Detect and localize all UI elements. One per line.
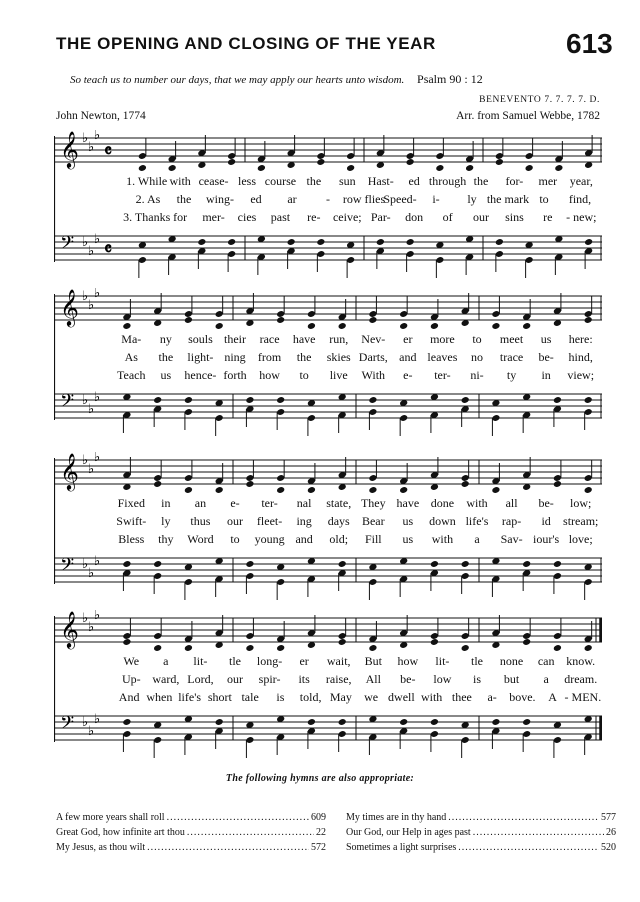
music-system bbox=[54, 610, 602, 760]
lyric-syllable: We bbox=[123, 654, 140, 668]
lyric-syllable: iour's bbox=[533, 532, 560, 546]
lyric-syllable: course bbox=[264, 174, 297, 188]
lyric-syllable: told, bbox=[299, 690, 322, 704]
lyric-syllable: With bbox=[361, 368, 386, 382]
flat-icon: ♭ bbox=[82, 715, 89, 730]
lyric-syllable: is bbox=[276, 690, 285, 704]
lyric-syllable: souls bbox=[188, 332, 213, 346]
bass-clef-icon: 𝄢 bbox=[60, 555, 75, 580]
flat-icon: ♭ bbox=[82, 611, 89, 626]
lyric-syllable: through bbox=[428, 174, 467, 188]
lyric-syllable: May bbox=[329, 690, 352, 704]
lyric-syllable: and bbox=[295, 532, 313, 546]
lyric-syllable: skies bbox=[326, 350, 351, 364]
lyric-syllable: Par- bbox=[370, 210, 391, 224]
tune-name: BENEVENTO 7. 7. 7. 7. D. bbox=[479, 95, 600, 105]
lyric-syllable: don bbox=[405, 210, 424, 224]
lyric-syllable: with bbox=[466, 496, 488, 510]
lyric-syllable: ed bbox=[250, 192, 262, 206]
lyric-syllable: here: bbox=[568, 332, 593, 346]
lyric-syllable: - MEN. bbox=[564, 690, 602, 704]
lyric-syllable: ly bbox=[161, 514, 171, 528]
arranger-credit: Arr. from Samuel Webbe, 1782 bbox=[456, 110, 600, 122]
lyric-syllable: rap- bbox=[501, 514, 522, 528]
lyric-syllable: can bbox=[537, 654, 555, 668]
lyric-syllable: no bbox=[471, 350, 483, 364]
lyric-syllable: our bbox=[227, 514, 243, 528]
related-hymn-title: Great God, how infinite art thou bbox=[56, 827, 185, 838]
lyric-syllable: to bbox=[472, 332, 482, 346]
leader-dots bbox=[473, 825, 604, 840]
lyric-syllable: a bbox=[474, 532, 480, 546]
lyric-syllable: id bbox=[541, 514, 551, 528]
lyric-syllable: tle bbox=[471, 654, 483, 668]
lyric-syllable: with bbox=[420, 690, 443, 704]
related-hymn-title: Sometimes a light surprises bbox=[346, 842, 457, 853]
lyric-syllable: raise, bbox=[325, 672, 352, 686]
leader-dots bbox=[458, 840, 599, 855]
lyric-syllable: cease- bbox=[198, 174, 229, 188]
related-hymn-title: Our God, our Help in ages past bbox=[346, 827, 471, 838]
flat-icon: ♭ bbox=[94, 232, 101, 247]
flat-icon: ♭ bbox=[88, 566, 95, 581]
hymn-number: 613 bbox=[566, 28, 613, 59]
lyric-syllable: mer bbox=[538, 174, 558, 188]
lyric-syllable: e- bbox=[403, 368, 413, 382]
related-hymn-number: 609 bbox=[311, 812, 326, 823]
lyric-syllable: year, bbox=[569, 174, 593, 188]
lyric-syllable: tle bbox=[229, 654, 241, 668]
lyric-syllable: nal bbox=[296, 496, 312, 510]
lyric-syllable: ning bbox=[224, 350, 246, 364]
lyric-syllable: our bbox=[227, 672, 243, 686]
lyric-syllable: ed bbox=[408, 174, 420, 188]
lyric-syllable: how bbox=[397, 654, 419, 668]
related-hymns-left bbox=[56, 810, 326, 855]
lyric-syllable: mer- bbox=[202, 210, 225, 224]
lyric-syllable: life's bbox=[465, 514, 489, 528]
lyric-syllable: the bbox=[296, 350, 312, 364]
bass-clef-icon: 𝄢 bbox=[60, 233, 75, 258]
lyric-syllable: its bbox=[298, 672, 310, 686]
lyric-syllable: with bbox=[169, 174, 191, 188]
lyric-syllable: when bbox=[146, 690, 173, 704]
lyric-syllable: our bbox=[473, 210, 489, 224]
lyric-syllable: the bbox=[158, 350, 174, 364]
lyric-syllable: All bbox=[365, 672, 381, 686]
lyric-syllable: young bbox=[254, 532, 285, 546]
lyric-syllable: have bbox=[396, 496, 420, 510]
lyric-syllable: be- bbox=[400, 672, 416, 686]
related-hymn-title: My times are in thy hand bbox=[346, 812, 447, 823]
lyric-syllable: and bbox=[399, 350, 417, 364]
lyric-syllable: thee bbox=[451, 690, 472, 704]
lyric-syllable: i- bbox=[432, 192, 440, 206]
related-hymn-number: 572 bbox=[311, 842, 326, 853]
lyric-syllable: thus bbox=[190, 514, 211, 528]
related-hymn-entry bbox=[346, 810, 616, 825]
bass-clef-icon: 𝄢 bbox=[60, 713, 75, 738]
flat-icon: ♭ bbox=[88, 244, 95, 259]
lyric-syllable: ceive; bbox=[332, 210, 362, 224]
lyric-syllable: a- bbox=[487, 690, 497, 704]
flat-icon: ♭ bbox=[82, 235, 89, 250]
lyric-line-verse-2 bbox=[54, 350, 602, 367]
lyric-syllable: 2. As bbox=[135, 192, 161, 206]
lyric-syllable: an bbox=[194, 496, 207, 510]
epigraph-text: So teach us to number our days, that we may apply our hearts unto wisdom. bbox=[70, 74, 405, 86]
lyric-syllable: Darts, bbox=[358, 350, 388, 364]
lyric-syllable: Nev- bbox=[361, 332, 386, 346]
flat-icon: ♭ bbox=[94, 288, 101, 301]
lyric-syllable: a bbox=[163, 654, 169, 668]
lyric-syllable: ward, bbox=[152, 672, 180, 686]
lyric-syllable: Fill bbox=[364, 532, 382, 546]
lyric-syllable: a bbox=[543, 672, 549, 686]
flat-icon: ♭ bbox=[82, 131, 89, 146]
lyric-syllable: us bbox=[402, 532, 414, 546]
lyric-syllable: forth bbox=[223, 368, 247, 382]
related-hymn-entry bbox=[56, 810, 326, 825]
epigraph-reference: Psalm 90 : 12 bbox=[417, 72, 483, 86]
lyric-syllable: wait, bbox=[326, 654, 351, 668]
lyric-syllable: short bbox=[207, 690, 232, 704]
lyric-syllable: none bbox=[499, 654, 524, 668]
lyric-syllable: run, bbox=[329, 332, 349, 346]
lyric-syllable: view; bbox=[567, 368, 595, 382]
lyric-syllable: But bbox=[364, 654, 382, 668]
lyric-syllable: ni- bbox=[470, 368, 484, 382]
lyric-syllable: re- bbox=[307, 210, 321, 224]
lyric-syllable: Sav- bbox=[500, 532, 523, 546]
lyric-syllable: old; bbox=[329, 532, 349, 546]
related-hymn-entry bbox=[346, 840, 616, 855]
lyric-syllable: Bear bbox=[361, 514, 385, 528]
lyric-syllable: thy bbox=[158, 532, 174, 546]
lyric-syllable: spir- bbox=[258, 672, 281, 686]
music-system bbox=[54, 288, 602, 438]
lyric-syllable: in bbox=[541, 368, 551, 382]
flat-icon: ♭ bbox=[88, 620, 95, 635]
lyric-syllable: be- bbox=[538, 496, 554, 510]
lyric-syllable: low bbox=[433, 672, 452, 686]
lyric-syllable: trace bbox=[499, 350, 524, 364]
lyric-syllable: Lord, bbox=[187, 672, 214, 686]
lyric-syllable: And bbox=[118, 690, 140, 704]
lyric-syllable: down bbox=[429, 514, 456, 528]
leader-dots bbox=[448, 810, 599, 825]
lyric-line-verse-2 bbox=[54, 672, 602, 689]
lyric-syllable: - new; bbox=[566, 210, 597, 224]
lyric-line-verse-3 bbox=[54, 210, 602, 227]
lyric-line-verse-2 bbox=[54, 514, 602, 531]
lyric-syllable: row flies bbox=[342, 192, 386, 206]
author-credit: John Newton, 1774 bbox=[56, 110, 146, 122]
flat-icon: ♭ bbox=[94, 452, 101, 465]
lyric-line-verse-3 bbox=[54, 368, 602, 385]
lyric-syllable: lit- bbox=[435, 654, 450, 668]
treble-clef-icon: 𝄞 bbox=[60, 610, 79, 648]
flat-icon: ♭ bbox=[94, 390, 101, 405]
lyric-syllable: state, bbox=[326, 496, 352, 510]
lyric-syllable: - bbox=[326, 192, 330, 206]
common-time-icon: 𝄴 bbox=[104, 141, 113, 162]
lyric-syllable: Bless bbox=[118, 532, 145, 546]
lyric-syllable: meet bbox=[499, 332, 524, 346]
flat-icon: ♭ bbox=[94, 554, 101, 569]
lyric-syllable: er bbox=[403, 332, 413, 346]
lyric-syllable: Speed- bbox=[383, 192, 417, 206]
lyric-syllable: ar bbox=[287, 192, 297, 206]
leader-dots bbox=[167, 810, 309, 825]
related-hymn-entry bbox=[56, 840, 326, 855]
lyric-syllable: the bbox=[306, 174, 322, 188]
lyric-syllable: the bbox=[176, 192, 192, 206]
flat-icon: ♭ bbox=[88, 140, 95, 155]
lyric-syllable: hind, bbox=[568, 350, 593, 364]
lyric-syllable: for- bbox=[505, 174, 524, 188]
music-system bbox=[54, 130, 602, 280]
lyric-syllable: ty bbox=[506, 368, 517, 382]
lyric-syllable: tale bbox=[241, 690, 259, 704]
lyric-syllable: with bbox=[431, 532, 454, 546]
lyric-syllable: know. bbox=[566, 654, 596, 668]
lyric-syllable: their bbox=[224, 332, 246, 346]
lyric-syllable: 1. While bbox=[126, 174, 168, 188]
lyric-syllable: is bbox=[472, 672, 482, 686]
flat-icon: ♭ bbox=[82, 453, 89, 468]
hymn-title: THE OPENING AND CLOSING OF THE YEAR bbox=[56, 34, 436, 53]
treble-clef-icon: 𝄞 bbox=[60, 130, 79, 168]
lyric-syllable: to bbox=[299, 368, 309, 382]
related-hymn-number: 26 bbox=[606, 827, 616, 838]
lyric-syllable: bove. bbox=[509, 690, 536, 704]
flat-icon: ♭ bbox=[88, 462, 95, 477]
lyric-syllable: low; bbox=[570, 496, 592, 510]
lyric-syllable: of bbox=[442, 210, 453, 224]
lyric-syllable: less bbox=[238, 174, 256, 188]
lyric-syllable: re bbox=[543, 210, 553, 224]
flat-icon: ♭ bbox=[94, 610, 101, 623]
lyric-line-verse-2 bbox=[54, 192, 602, 209]
lyric-syllable: leaves bbox=[427, 350, 458, 364]
flat-icon: ♭ bbox=[82, 557, 89, 572]
flat-icon: ♭ bbox=[82, 393, 89, 408]
lyric-syllable: but bbox=[503, 672, 520, 686]
lyric-syllable: long- bbox=[256, 654, 283, 668]
related-hymn-title: A few more years shall roll bbox=[56, 812, 165, 823]
bass-clef-icon: 𝄢 bbox=[60, 391, 75, 416]
lyric-syllable: ter- bbox=[261, 496, 278, 510]
lyric-syllable: Up- bbox=[121, 672, 141, 686]
lyric-syllable: the bbox=[473, 174, 489, 188]
lyric-syllable: 3. Thanks bbox=[123, 210, 171, 224]
lyric-syllable: done bbox=[430, 496, 455, 510]
flat-icon: ♭ bbox=[94, 712, 101, 727]
lyric-syllable: Teach bbox=[117, 368, 146, 382]
lyric-syllable: fleet- bbox=[256, 514, 283, 528]
lyric-syllable: They bbox=[360, 496, 386, 510]
lyric-syllable: A bbox=[548, 690, 557, 704]
lyric-syllable: light- bbox=[187, 350, 214, 364]
lyric-syllable: how bbox=[259, 368, 280, 382]
lyric-line-verse-3 bbox=[54, 690, 602, 707]
lyric-syllable: er bbox=[299, 654, 309, 668]
flat-icon: ♭ bbox=[82, 289, 89, 304]
lyric-line-verse-1 bbox=[54, 332, 602, 349]
lyric-syllable: for bbox=[173, 210, 188, 224]
lyric-syllable: stream; bbox=[563, 514, 599, 528]
lyric-syllable: Swift- bbox=[116, 514, 147, 528]
lyric-line-verse-1 bbox=[54, 496, 602, 513]
related-hymn-number: 22 bbox=[316, 827, 326, 838]
lyric-syllable: us bbox=[540, 332, 552, 346]
lyric-line-verse-1 bbox=[54, 174, 602, 191]
lyric-syllable: have bbox=[292, 332, 316, 346]
flat-icon: ♭ bbox=[88, 724, 95, 739]
lyric-syllable: past bbox=[270, 210, 291, 224]
lyric-syllable: we bbox=[364, 690, 379, 704]
related-hymn-title: My Jesus, as thou wilt bbox=[56, 842, 146, 853]
lyric-syllable: to bbox=[230, 532, 240, 546]
lyric-syllable: Fixed bbox=[117, 496, 145, 510]
lyric-syllable: dwell bbox=[388, 690, 415, 704]
lyric-syllable: race bbox=[259, 332, 280, 346]
lyric-line-verse-1 bbox=[54, 654, 602, 671]
lyric-syllable: days bbox=[327, 514, 350, 528]
related-hymn-number: 520 bbox=[601, 842, 616, 853]
lyric-syllable: dream. bbox=[564, 672, 598, 686]
flat-icon: ♭ bbox=[88, 298, 95, 313]
lyric-syllable: ly bbox=[467, 192, 477, 206]
lyric-syllable: sins bbox=[505, 210, 524, 224]
related-hymn-entry bbox=[56, 825, 326, 840]
related-hymn-number: 577 bbox=[601, 812, 616, 823]
lyric-syllable: us bbox=[402, 514, 414, 528]
lyric-syllable: ing bbox=[296, 514, 312, 528]
music-system bbox=[54, 452, 602, 602]
treble-clef-icon: 𝄞 bbox=[60, 288, 79, 326]
leader-dots bbox=[147, 840, 309, 855]
lyric-syllable: from bbox=[257, 350, 282, 364]
leader-dots bbox=[187, 825, 314, 840]
lyric-syllable: find, bbox=[568, 192, 592, 206]
lyric-syllable: us bbox=[160, 368, 172, 382]
lyric-syllable: ny bbox=[159, 332, 172, 346]
related-hymns-right bbox=[346, 810, 616, 855]
lyric-syllable: cies bbox=[237, 210, 257, 224]
lyric-syllable: the mark bbox=[486, 192, 530, 206]
lyric-syllable: sun bbox=[338, 174, 356, 188]
epigraph bbox=[70, 72, 590, 87]
lyric-syllable: to bbox=[539, 192, 549, 206]
lyric-syllable: hence- bbox=[184, 368, 217, 382]
common-time-icon: 𝄴 bbox=[104, 239, 113, 260]
lyric-syllable: in bbox=[161, 496, 171, 510]
lyric-syllable: life's bbox=[178, 690, 202, 704]
treble-clef-icon: 𝄞 bbox=[60, 452, 79, 490]
lyric-syllable: Hast- bbox=[367, 174, 394, 188]
lyric-syllable: lit- bbox=[193, 654, 208, 668]
lyric-syllable: Ma- bbox=[121, 332, 142, 346]
lyric-syllable: Word bbox=[187, 532, 214, 546]
lyric-syllable: e- bbox=[230, 496, 240, 510]
related-hymn-entry bbox=[346, 825, 616, 840]
lyric-syllable: be- bbox=[538, 350, 554, 364]
lyric-syllable: love; bbox=[568, 532, 593, 546]
lyric-syllable: As bbox=[124, 350, 138, 364]
lyric-syllable: wing- bbox=[206, 192, 234, 206]
flat-icon: ♭ bbox=[94, 130, 101, 143]
lyric-syllable: more bbox=[430, 332, 455, 346]
also-appropriate-heading: The following hymns are also appropriate: bbox=[225, 773, 415, 784]
flat-icon: ♭ bbox=[88, 402, 95, 417]
lyric-syllable: all bbox=[505, 496, 518, 510]
lyric-syllable: ter- bbox=[434, 368, 451, 382]
lyric-line-verse-3 bbox=[54, 532, 602, 549]
lyric-syllable: live bbox=[329, 368, 348, 382]
